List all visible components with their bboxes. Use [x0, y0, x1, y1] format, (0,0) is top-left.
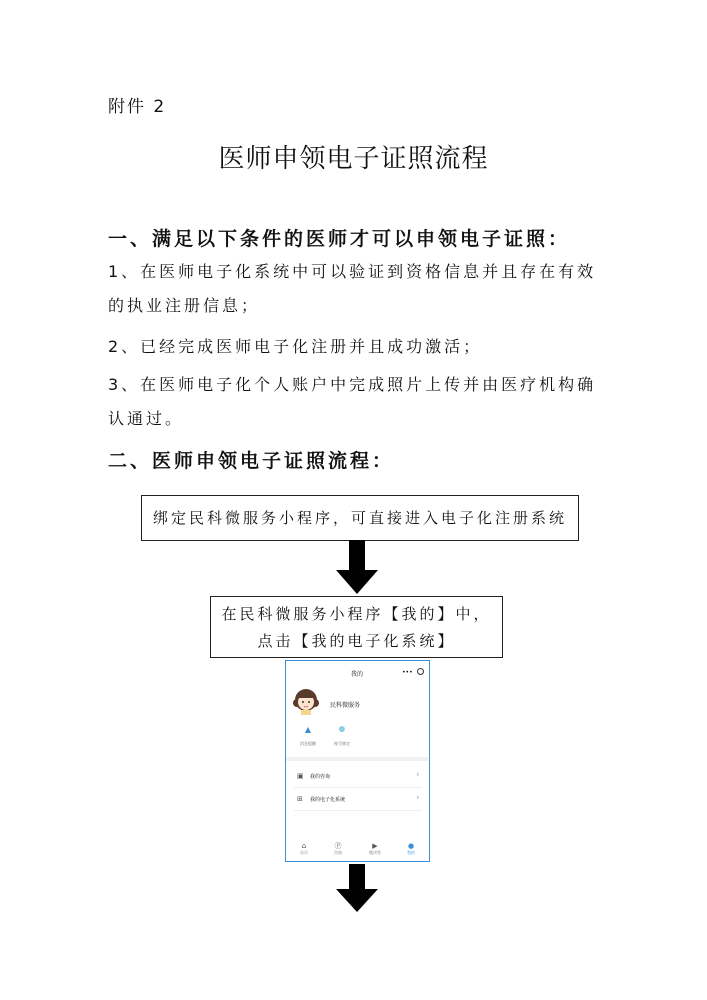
phone-screenshot — [285, 660, 430, 862]
attachment-label: 附件 2 — [108, 97, 167, 117]
tab-consult-label: 咨询 — [334, 850, 342, 855]
menu-item-consult-label: 我的咨询 — [310, 774, 331, 780]
document-title: 医师申领电子证照流程 — [218, 144, 489, 174]
tab-mine-label: 我的 — [407, 850, 415, 855]
tab-consult[interactable] — [323, 842, 353, 856]
section2-heading: 二、医师申领电子证照流程： — [108, 450, 395, 472]
condition-1-line1: 1、在医师电子化系统中可以验证到资格信息并且存在有效 — [108, 262, 597, 281]
condition-3-line2: 认通过。 — [108, 409, 185, 428]
divider — [286, 757, 428, 761]
video-icon: ▶ — [372, 842, 378, 850]
menu-item-consult[interactable] — [286, 765, 428, 787]
grid-icon: ⊞ — [297, 795, 303, 803]
condition-2: 2、已经完成医师电子化注册并且成功激活； — [108, 337, 483, 356]
divider — [294, 810, 422, 811]
phone-header-title: 我的 — [350, 671, 363, 678]
home-icon: ⌂ — [301, 842, 307, 850]
more-dots-icon[interactable]: ••• — [402, 669, 413, 676]
quick-action-message-label[interactable]: 消息提醒 — [300, 741, 316, 746]
flow-step-1 — [141, 495, 579, 541]
quick-action-bind-label[interactable]: 账号绑定 — [334, 741, 350, 746]
person-icon: ● — [407, 842, 415, 850]
menu-item-electronic-system-label: 我的电子化系统 — [310, 797, 346, 803]
condition-1-line2: 的执业注册信息； — [108, 296, 261, 315]
menu-item-electronic-system[interactable] — [286, 788, 428, 810]
bell-icon[interactable]: ▲ — [304, 725, 312, 734]
flow-step-1-text: 绑定民科微服务小程序，可直接进入电子化注册系统 — [152, 509, 567, 527]
tab-mine[interactable] — [396, 842, 426, 856]
chevron-right-icon: › — [416, 770, 420, 780]
avatar — [293, 687, 319, 715]
question-icon: Ⓟ — [334, 842, 342, 850]
flow-step-2-line2: 点击【我的电子化系统】 — [257, 632, 456, 650]
flow-step-2 — [210, 596, 503, 658]
target-icon[interactable] — [417, 668, 424, 675]
link-icon[interactable]: ❁ — [338, 725, 346, 734]
flow-step-2-line1: 在民科微服务小程序【我的】中， — [221, 605, 492, 623]
tab-home[interactable] — [289, 842, 319, 856]
tab-home-label: 首页 — [300, 850, 308, 855]
condition-3-line1: 3、在医师电子化个人账户中完成照片上传并由医疗机构确 — [108, 375, 597, 394]
section1-heading: 一、满足以下条件的医师才可以申领电子证照： — [108, 228, 571, 250]
chat-icon: ▣ — [297, 772, 304, 780]
tab-lecture[interactable] — [360, 842, 390, 856]
chevron-right-icon: › — [416, 793, 420, 803]
user-name: 民科微服务 — [330, 702, 361, 709]
down-arrow-icon — [336, 864, 378, 912]
tab-lecture-label: 微讲堂 — [369, 850, 381, 855]
down-arrow-icon — [336, 540, 378, 594]
